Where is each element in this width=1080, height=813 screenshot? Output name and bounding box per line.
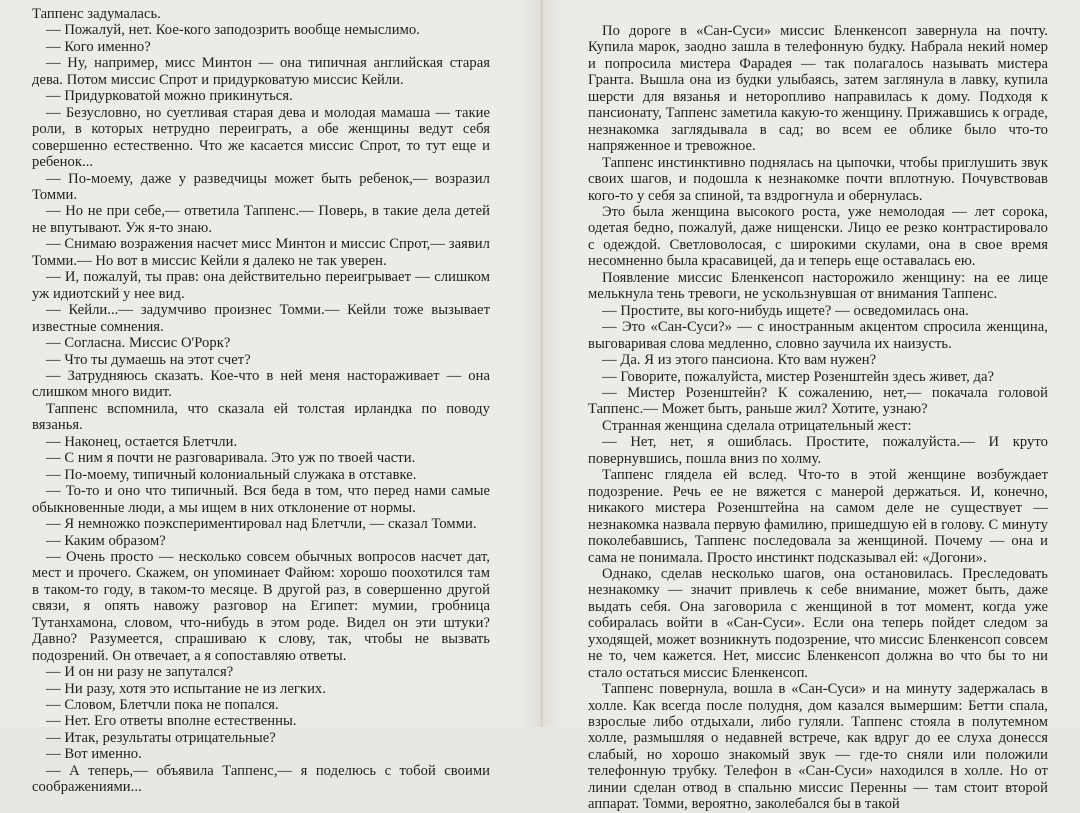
paragraph: — Это «Сан-Суси?» — с иностранным акцентом спросила женщина, выговаривая слова медленно, словно заучила их наизусть. bbox=[588, 319, 1048, 352]
paragraph: — Кейли...— задумчиво произнес Томми.— Кейли тоже вызывает известные сомнения. bbox=[32, 302, 490, 335]
paragraph: Таппенс повернула, вошла в «Сан-Суси» и на минуту задержалась в холле. Как всегда после полудня, дом казался вымершим: Бетти спала, взрослые либо отдыхали, либо гуляли. Таппенс стояла в полутемном холле, размышляя о недавней встрече, как вдруг до ее слуха донесся слабый, но хорошо знакомый звук — где-то сняли или положили телефонную трубку. Телефон в «Сан-Суси» находился в холле. Но от линии сделан отвод в спальню миссис Перенны — там стоит второй аппарат. Томми, вероятно, заколебался бы в такой bbox=[588, 681, 1048, 813]
paragraph: — По-моему, типичный колониальный служака в отставке. bbox=[46, 466, 417, 483]
paragraph: — Снимаю возражения насчет мисс Минтон и миссис Спрот,— заявил Томми.— Но вот в миссис Кейли я далеко не так уверен. bbox=[32, 236, 490, 269]
paragraph: — Придурковатой можно прикинуться. bbox=[46, 88, 293, 105]
paragraph: — Согласна. Миссис О'Рорк? bbox=[46, 335, 231, 352]
paragraph: — Да. Я из этого пансиона. Кто вам нужен? bbox=[602, 352, 877, 369]
paragraph: — И, пожалуй, ты прав: она действительно переигрывает — слишком уж идиотский у нее вид. bbox=[32, 269, 490, 302]
paragraph: — Нет, нет, я ошиблась. Простите, пожалуйста.— И круто повернувшись, пошла вниз по холму. bbox=[588, 434, 1048, 467]
paragraph: — Пожалуй, нет. Кое-кого заподозрить вообще немыслимо. bbox=[46, 22, 420, 39]
paragraph: — Я немножко поэкспериментировал над Блетчли, — сказал Томми. bbox=[46, 516, 477, 533]
paragraph: — Словом, Блетчли пока не попался. bbox=[46, 697, 279, 714]
paragraph: — А теперь,— объявила Таппенс,— я поделюсь с тобой своими соображениями... bbox=[32, 762, 490, 796]
paragraph: — Кого именно? bbox=[46, 38, 151, 55]
paragraph: — Ну, например, мисс Минтон — она типичная английская старая дева. Потом миссис Спрот и придурковатую миссис Кейли. bbox=[32, 55, 490, 88]
paragraph: — Говорите, пожалуйста, мистер Розенштейн здесь живет, да? bbox=[602, 368, 995, 385]
gutter-crease bbox=[541, 0, 542, 727]
paragraph: — Каким образом? bbox=[46, 532, 166, 549]
paragraph: — Наконец, остается Блетчли. bbox=[46, 433, 238, 450]
paragraph: — Затрудняюсь сказать. Кое-что в ней меня настораживает — она слишком много видит. bbox=[32, 367, 490, 401]
paragraph: По дороге в «Сан-Суси» миссис Бленкенсоп завернула на почту. Купила марок, заодно зашла в телефонную будку. Набрала некий номер и попросила мистера Фарадея — так полагалось называть мистера Гранта. Вышла она из будки улыбаясь, затем заглянула в лавку, купила шерсти для вязанья и неторопливо направилась к дому. Подходя к пансионату, Таппенс заметила какую-то женщину. Прижавшись к ограде, незнакомка заглядывала в сад; во всем ее облике было что-то напряженное и тревожное. bbox=[588, 23, 1048, 155]
paragraph: — Мистер Розенштейн? К сожалению, нет,— покачала головой Таппенс.— Может быть, раньше жил? Хотите, узнаю? bbox=[588, 384, 1048, 418]
paragraph: Странная женщина сделала отрицательный жест: bbox=[602, 417, 912, 434]
paragraph: — С ним я почти не разговаривала. Это уж по твоей части. bbox=[46, 450, 416, 467]
paragraph: — Что ты думаешь на этот счет? bbox=[46, 351, 251, 368]
paragraph: — Простите, вы кого-нибудь ищете? — осведомилась она. bbox=[602, 302, 969, 319]
paragraph: Таппенс вспомнила, что сказала ей толстая ирландка по поводу вязанья. bbox=[32, 400, 490, 434]
left-page bbox=[32, 0, 490, 796]
paragraph: — Вот именно. bbox=[46, 746, 142, 763]
paragraph: — То-то и оно что типичный. Вся беда в том, что перед нами самые обыкновенные люди, а мы ищем в них отклонение от нормы. bbox=[32, 483, 490, 516]
paragraph: Это была женщина высокого роста, уже немолодая — лет сорока, одетая бедно, пожалуй, даже нищенски. Лицо ее резко контрастировало с одеждой. Светловолосая, с широкими скулами, она в свое время несомненно была красавицей, да и теперь еще оставалась ею. bbox=[588, 203, 1048, 270]
paragraph: Таппенс задумалась. bbox=[32, 6, 161, 22]
paragraph: Появление миссис Бленкенсоп насторожило женщину: на ее лице мелькнула тень тревоги, не ускользнувшая от внимания Таппенс. bbox=[588, 269, 1048, 303]
paragraph: — И он ни разу не запутался? bbox=[46, 664, 234, 681]
paragraph: — Итак, результаты отрицательные? bbox=[46, 729, 276, 746]
paragraph: — Ни разу, хотя это испытание не из легких. bbox=[46, 680, 326, 697]
paragraph: — По-моему, даже у разведчицы может быть ребенок,— возразил Томми. bbox=[32, 170, 490, 203]
paragraph: — Нет. Его ответы вполне естественны. bbox=[46, 713, 297, 730]
paragraph: Таппенс инстинктивно поднялась на цыпочки, чтобы приглушить звук своих шагов, и подошла к незнакомке почти вплотную. Почувствовав кого-то у себя за спиной, та вздрогнула и обернулась. bbox=[588, 154, 1048, 204]
right-page bbox=[588, 0, 1048, 813]
paragraph: — Но не при себе,— ответила Таппенс.— Поверь, в такие дела детей не впутывают. Уж я-то знаю. bbox=[32, 203, 490, 236]
paragraph: Таппенс глядела ей вслед. Что-то в этой женщине возбуждает подозрение. Речь ее не вяжется с манерой держаться. И, конечно, никакого мистера Розенштейна на самом деле не существует — незнакомка назвала первую фамилию, пришедшую ей в голову. С минуту поколебавшись, Таппенс последовала за женщиной. Почему — она и сама не понимала. Просто инстинкт подсказывал ей: «Догони». bbox=[588, 467, 1048, 566]
paragraph: Однако, сделав несколько шагов, она остановилась. Преследовать незнакомку — значит привлечь к себе внимание, может быть, даже выдать себя. Она заговорила с женщиной в тот момент, когда уже собиралась войти в «Сан-Суси». Если она теперь пойдет следом за уходящей, может возникнуть подозрение, что миссис Бленкенсоп совсем не то, чем кажется. Нет, миссис Бленкенсоп должна во что бы то ни стало остаться миссис Бленкенсоп. bbox=[588, 565, 1048, 681]
paragraph: — Безусловно, но суетливая старая дева и молодая мамаша — такие роли, в которых нетрудно переиграть, а обе женщины ведут себя совершенно естественно. Что же касается миссис Спрот, то тут еще и ребенок... bbox=[32, 104, 490, 171]
book-gutter bbox=[520, 0, 564, 727]
paragraph: — Очень просто — несколько совсем обычных вопросов насчет дат, мест и прочего. Скажем, он упоминает Файюм: хорошо поохотился там в таком-то году, в таком-то месяце. В другой раз, в совершенно другой связи, я опять навожу разговор на Египет: мумии, гробница Тутанхамона, словом, что-нибудь в этом роде. Видел он эти штуки? Давно? Разумеется, спрашиваю к слову, так, чтобы не вызвать подозрений. Он отвечает, а я сопоставляю ответы. bbox=[32, 548, 490, 664]
